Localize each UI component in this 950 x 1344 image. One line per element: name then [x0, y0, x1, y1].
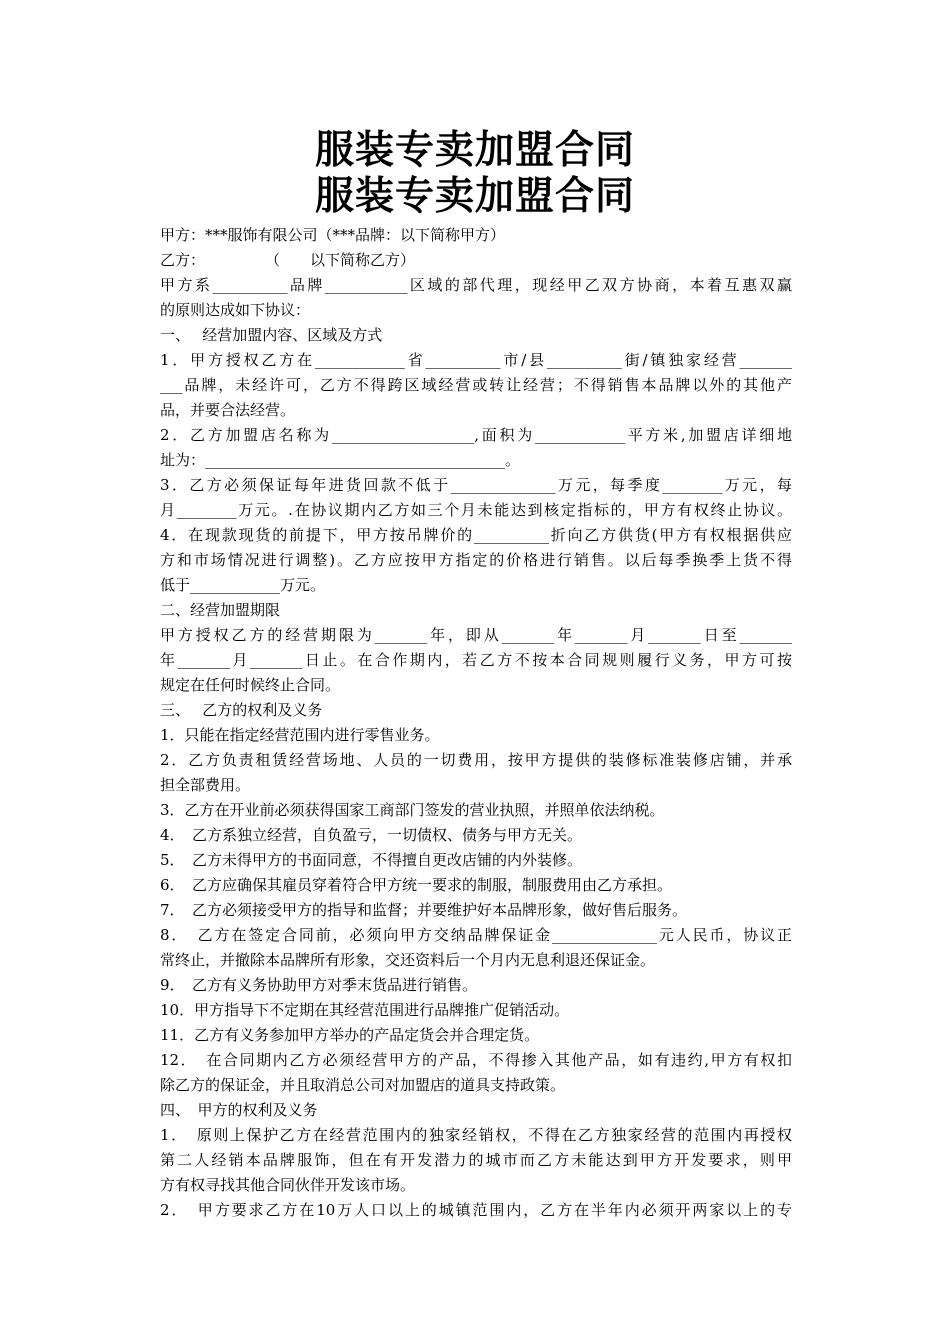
contract-line: 方有权寻找其他合同伙伴开发该市场。 [160, 1176, 416, 1194]
contract-line: 甲方：***服饰有限公司（***品牌：以下简称甲方） [160, 226, 506, 244]
contract-line: 甲方系__________品牌___________区域的部代理，现经甲乙双方协商，本着互惠双赢 [160, 276, 792, 294]
contract-line: 月________万元。.在协议期内乙方如三个月未能达到核定指标的，甲方有权终止协议。 [160, 501, 792, 519]
contract-line: 3．乙方必须保证每年进货回款不低于______________万元，每季度________万元，每 [160, 476, 792, 494]
contract-body [160, 223, 792, 1223]
contract-line: 的原则达成如下协议： [160, 301, 311, 319]
contract-line: 甲方授权乙方的经营期限为_______年，即从_______年_______月_______日至_______ [160, 626, 792, 644]
contract-line: 4． 乙方系独立经营，自负盈亏，一切债权、债务与甲方无关。 [160, 826, 583, 844]
contract-line: 7． 乙方必须接受甲方的指导和监督；并要维护好本品牌形象，做好售后服务。 [160, 901, 688, 919]
contract-line: 二、经营加盟期限 [160, 601, 281, 619]
contract-line: 8． 乙方在签定合同前，必须向甲方交纳品牌保证金______________元人民币，协议正 [160, 926, 792, 944]
contract-line: 址为：________________________________________。 [160, 451, 521, 469]
contract-line: 低于____________万元。 [160, 576, 326, 594]
contract-line: 常终止，并撤除本品牌所有形象，交还资料后一个月内无息利退还保证金。 [160, 951, 656, 969]
contract-line: 9． 乙方有义务协助甲方对季末货品进行销售。 [160, 976, 478, 994]
contract-line: 年_______月_______日止。在合作期内，若乙方不按本合同规则履行义务，甲方可按 [160, 651, 792, 669]
contract-line: ___品牌，未经许可，乙方不得跨区域经营或转让经营；不得销售本品牌以外的其他产 [160, 376, 792, 394]
contract-line: 1．只能在指定经营范围内进行零售业务。 [160, 726, 440, 744]
contract-line: 四、 甲方的权利及义务 [160, 1101, 318, 1119]
contract-line: 品，并要合法经营。 [160, 401, 296, 419]
contract-line: 3．乙方在开业前必须获得国家工商部门签发的营业执照，并照单依法纳税。 [160, 801, 665, 819]
contract-line: 乙方： （ 以下简称乙方） [160, 251, 416, 269]
contract-line: 1．甲方授权乙方在____________省__________市/县__________街/镇独家经营_______ [160, 351, 792, 369]
contract-line: 一、 经营加盟内容、区域及方式 [160, 326, 383, 344]
contract-line: 6． 乙方应确保其雇员穿着符合甲方统一要求的制服，制服费用由乙方承担。 [160, 876, 673, 894]
contract-line: 12． 在合同期内乙方必须经营甲方的产品，不得掺入其他产品，如有违约,甲方有权扣 [160, 1051, 792, 1069]
contract-line: 方和市场情况进行调整)。乙方应按甲方指定的价格进行销售。以后每季换季上货不得 [160, 551, 792, 569]
contract-line: 11．乙方有义务参加甲方举办的产品定货会并合理定货。 [160, 1026, 540, 1044]
contract-line: 除乙方的保证金，并且取消总公司对加盟店的道具支持政策。 [160, 1076, 566, 1094]
contract-line: 1． 原则上保护乙方在经营范围内的独家经销权，不得在乙方独家经营的范围内再授权 [160, 1126, 792, 1144]
contract-line: 2． 甲方要求乙方在10万人口以上的城镇范围内，乙方在半年内必须开两家以上的专 [160, 1201, 792, 1219]
contract-line: 10．甲方指导下不定期在其经营范围进行品牌推广促销活动。 [160, 1001, 570, 1019]
contract-line: 2．乙方加盟店名称为___________________,面积为____________平方米,加盟店详细地 [160, 426, 792, 444]
contract-line: 4．在现款现货的前提下，甲方按吊牌价的__________折向乙方供货(甲方有权根据供应 [160, 526, 792, 544]
contract-line: 担全部费用。 [160, 776, 251, 794]
contract-line: 第二人经销本品牌服饰，但在有开发潜力的城市而乙方未能达到甲方开发要求，则甲 [160, 1151, 792, 1169]
document-title-repeat: 服装专卖加盟合同 [314, 174, 635, 219]
document-title: 服装专卖加盟合同 [314, 128, 635, 173]
contract-line: 三、 乙方的权利及义务 [160, 701, 323, 719]
contract-line: 2．乙方负责租赁经营场地、人员的一切费用，按甲方提供的装修标准装修店铺，并承 [160, 751, 792, 769]
contract-line: 5． 乙方未得甲方的书面同意，不得擅自更改店铺的内外装修。 [160, 851, 583, 869]
contract-line: 规定在任何时候终止合同。 [160, 676, 341, 694]
